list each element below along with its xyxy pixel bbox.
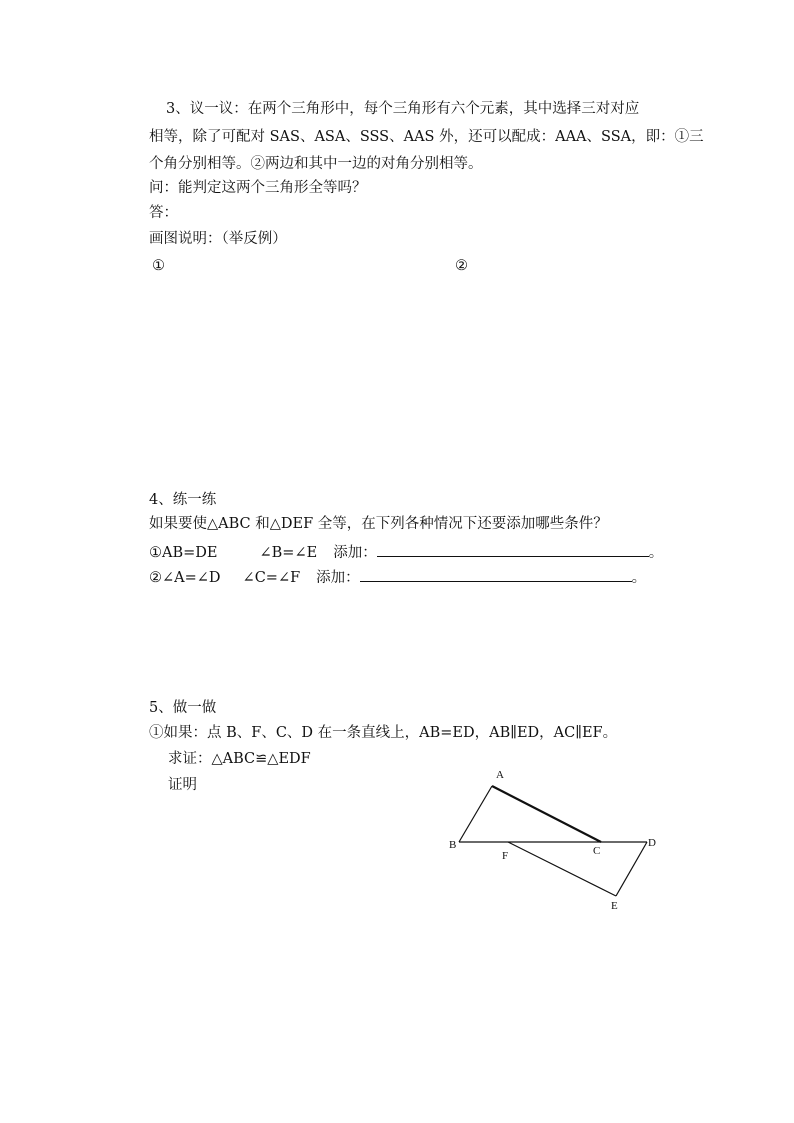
s4-item1-answer-blank[interactable] xyxy=(377,542,649,557)
s4-item1-condition-b: ∠B=∠E xyxy=(259,545,318,561)
point-label-e: E xyxy=(611,900,618,912)
s5-prove: 求证：△ABC≌△EDF xyxy=(168,751,311,767)
s4-item1-condition-a: ①AB=DE xyxy=(149,545,218,561)
s4-item1-add-label: 添加： xyxy=(333,545,377,561)
s4-item-1 xyxy=(149,542,663,563)
s4-item2-end-mark: 。 xyxy=(631,570,647,586)
segment-ac xyxy=(492,786,601,842)
s3-label-1: ① xyxy=(152,258,165,274)
segment-ed xyxy=(616,842,647,896)
s5-proof: 证明 xyxy=(168,777,197,793)
geometry-figure xyxy=(440,760,680,920)
s4-item2-answer-blank[interactable] xyxy=(360,567,632,582)
point-label-d: D xyxy=(648,837,656,849)
point-label-c: C xyxy=(593,845,601,857)
s4-item2-condition-b: ∠C=∠F xyxy=(242,570,301,586)
s4-item-2 xyxy=(149,567,646,588)
s5-given: ①如果：点 B、F、C、D 在一条直线上，AB=ED，AB∥ED，AC∥EF。 xyxy=(149,725,618,741)
s4-title: 4、练一练 xyxy=(149,492,217,508)
s4-item2-add-label: 添加： xyxy=(316,570,360,586)
s3-question: 问：能判定这两个三角形全等吗？ xyxy=(149,180,367,196)
s4-item1-end-mark: 。 xyxy=(648,545,664,561)
point-label-a: A xyxy=(496,769,504,781)
point-label-b: B xyxy=(449,839,457,851)
s3-line-1: 3、议一议：在两个三角形中，每个三角形有六个元素，其中选择三对对应 xyxy=(166,101,640,117)
s4-prompt: 如果要使△ABC 和△DEF 全等，在下列各种情况下还要添加哪些条件？ xyxy=(149,516,608,532)
s3-line-2: 相等，除了可配对 SAS、ASA、SSS、AAS 外，还可以配成：AAA、SSA，即：①三 xyxy=(149,129,704,145)
point-label-f: F xyxy=(502,850,509,862)
s4-item2-condition-a: ②∠A=∠D xyxy=(149,570,221,586)
s3-label-2: ② xyxy=(455,258,468,274)
s5-title: 5、做一做 xyxy=(149,700,217,716)
s3-answer: 答： xyxy=(149,205,178,221)
segment-ab xyxy=(459,786,492,842)
s3-line-3: 个角分别相等。②两边和其中一边的对角分别相等。 xyxy=(149,156,483,172)
s3-drawing-note: 画图说明：（举反例） xyxy=(149,231,287,247)
